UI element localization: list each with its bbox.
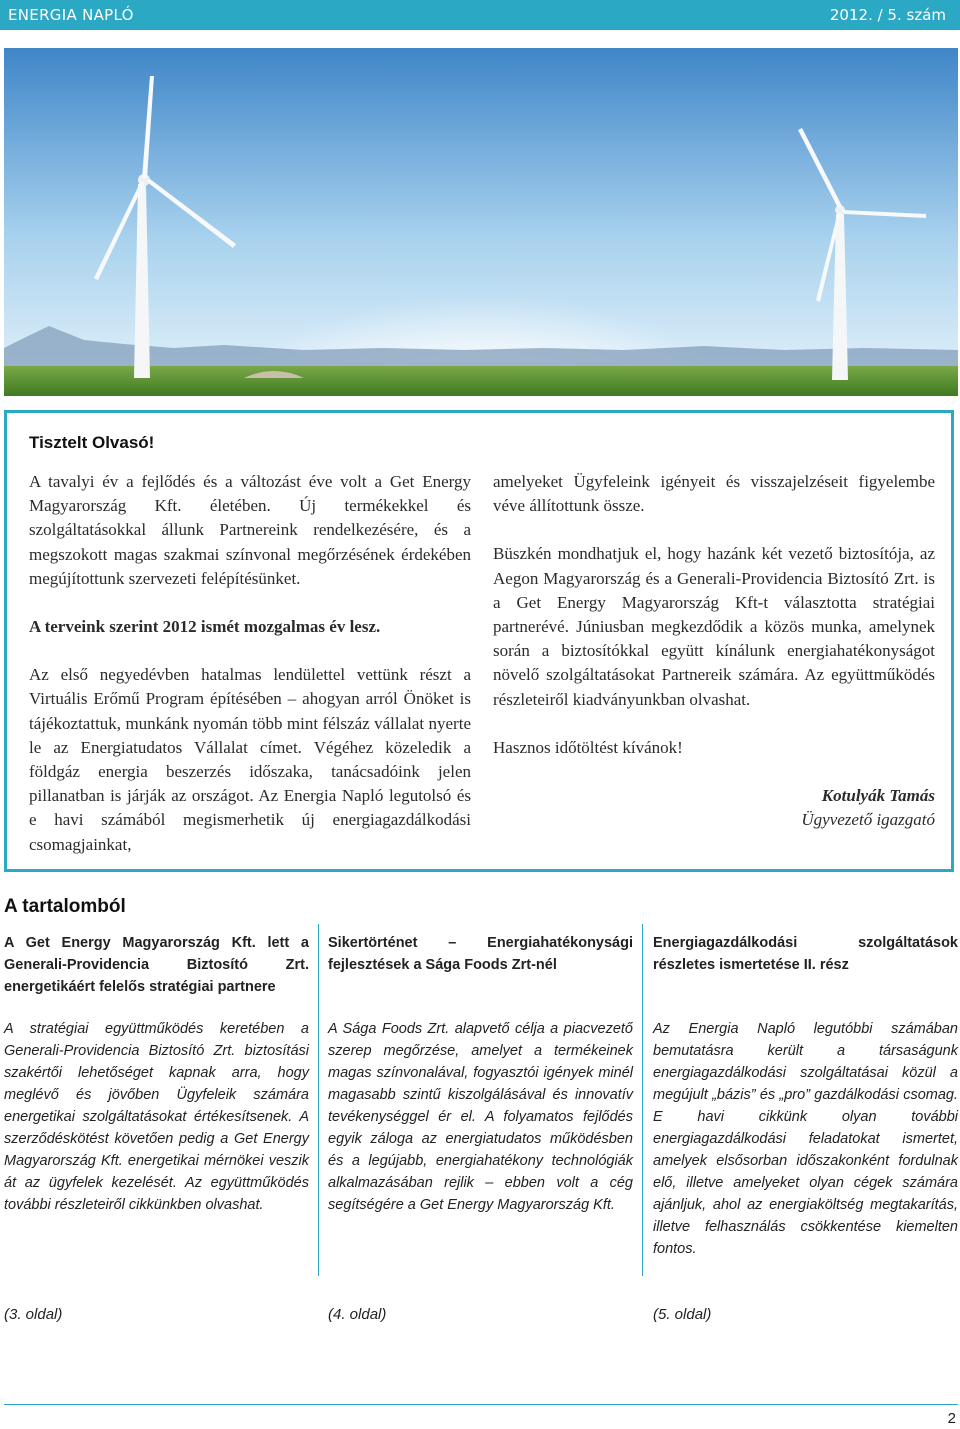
letter-highlight: A terveink szerint 2012 ismét mozgalmas év lesz. [29, 617, 381, 637]
column-divider [642, 924, 643, 1276]
article-title: Energiagazdálkodási szolgáltatások részletes ismertetése II. rész [653, 935, 958, 973]
letter-closing: Hasznos időtöltést kívánok! [493, 737, 683, 757]
footer-divider [4, 1404, 958, 1405]
article-title: Sikertörténet – Energiahatékonysági fejlesztések a Sága Foods Zrt-nél [328, 935, 633, 973]
magazine-title: ENERGIA NAPLÓ [8, 6, 134, 24]
article-summary: A Sága Foods Zrt. alapvető célja a piacvezető szerep megőrzése, amelyet a termékeinek magas színvonalával, fogyasztói igények minél magasabb szintű kiszolgálásával és innovatív tevékenységgel ér el. A folyamatos fejlődés egyik záloga az energiatudatos működésben és a legújabb, energiahatékony technológiák alkalmazásában rejlik – ebben volt a cég segítségére a Get Energy Magyarország Kft. [328, 1021, 633, 1213]
header-bar [0, 0, 960, 30]
article-teaser-2[interactable] [328, 932, 633, 1323]
letter-column-right [493, 470, 935, 856]
article-summary: Az Energia Napló legutóbbi számában bemutatásra került a társaságunk energiagazdálkodási szolgáltatásai közül a megújult „bázis” és „pro” gazdálkodási csomag. E havi cikkünk olyan további energiagazdálkodási feladatokat ismertet, amelyek elsősorban időszakonként fordulnak elő, illetve amelyeket olyan cégek számára ajánljuk, ahol az energiaköltség megtakarítás, illetve felhasználás csökkentése kiemelten fontos. [653, 1021, 958, 1257]
letter-paragraph: Az első negyedévben hatalmas lendülettel vettünk részt a Virtuális Erőmű Program építésében – ahogyan arról Önöket is tájékoztattuk, munkánk nyomán több mint félszáz vállalat nyerte le az Energiatudatos Vállalat címet. Végéhez közeledik a földgáz energia beszerzés időszaka, tanácsadóink jelen pillanatban is járják az országot. Az Energia Napló legutolsó és e havi számából megismerhetik új energiagazdálkodási csomagjainkat, [29, 665, 471, 854]
page-reference[interactable]: (4. oldal) [328, 1306, 387, 1323]
page-number: 2 [947, 1410, 956, 1427]
article-title: A Get Energy Magyarország Kft. lett a Generali-Providencia Biztosító Zrt. energetikáért felelős stratégiai partnere [4, 935, 309, 995]
page-reference[interactable]: (3. oldal) [4, 1306, 63, 1323]
article-summary: A stratégiai együttműködés keretében a Generali-Providencia Biztosító Zrt. biztosítási szakértői lehetőséget kapnak arra, hogy meglévő és jövőben Ügyfeleik számára energetikai szolgáltatásokat értékesítsenek. A szerződéskötést követően pedig a Get Energy Magyarország Kft. energetikai mérnökei veszik át az ügyfelek kezelését. Az együttműködés további részleteiről cikkünkben olvashat. [4, 1021, 309, 1213]
signature-name: Kotulyák Tamás [821, 786, 935, 806]
editorial-letter [4, 410, 954, 872]
page-reference[interactable]: (5. oldal) [653, 1306, 712, 1323]
greeting-heading: Tisztelt Olvasó! [29, 433, 155, 452]
column-divider [318, 924, 319, 1276]
letter-paragraph: A tavalyi év a fejlődés és a változást éve volt a Get Energy Magyarország Kft. életében. Új termékekkel és szolgáltatásokkal állunk Partnereink rendelkezésére, és a megszokott magas szakmai színvonal megőrzésének érdekében megújítottunk szervezeti felépítésünket. [29, 472, 471, 588]
article-teaser-3[interactable] [653, 932, 958, 1323]
letter-paragraph: amelyeket Ügyfeleink igényeit és visszajelzéseit figyelembe véve állítottunk össze. [493, 472, 935, 516]
letter-column-left [29, 470, 471, 881]
wind-turbine-photo [4, 48, 958, 396]
article-teaser-1[interactable] [4, 932, 309, 1323]
contents-heading: A tartalomból [4, 896, 126, 917]
letter-paragraph: Büszkén mondhatjuk el, hogy hazánk két vezető biztosítója, az Aegon Magyarország és a Generali-Providencia Biztosító Zrt. is a Get Energy Magyarország Kft-t választotta stratégiai partnerévé. Júniusban megkezdődik a közös munka, amelynek során a biztosítókkal együtt kínálunk energiahatékonyságot növelő szolgáltatásokat Partnereik számára. Az együttműködés részleteiről kiadványunkban olvashat. [493, 544, 935, 709]
issue-label: 2012. / 5. szám [829, 6, 946, 24]
signature-role: Ügyvezető igazgató [801, 810, 935, 830]
signature [493, 784, 935, 832]
